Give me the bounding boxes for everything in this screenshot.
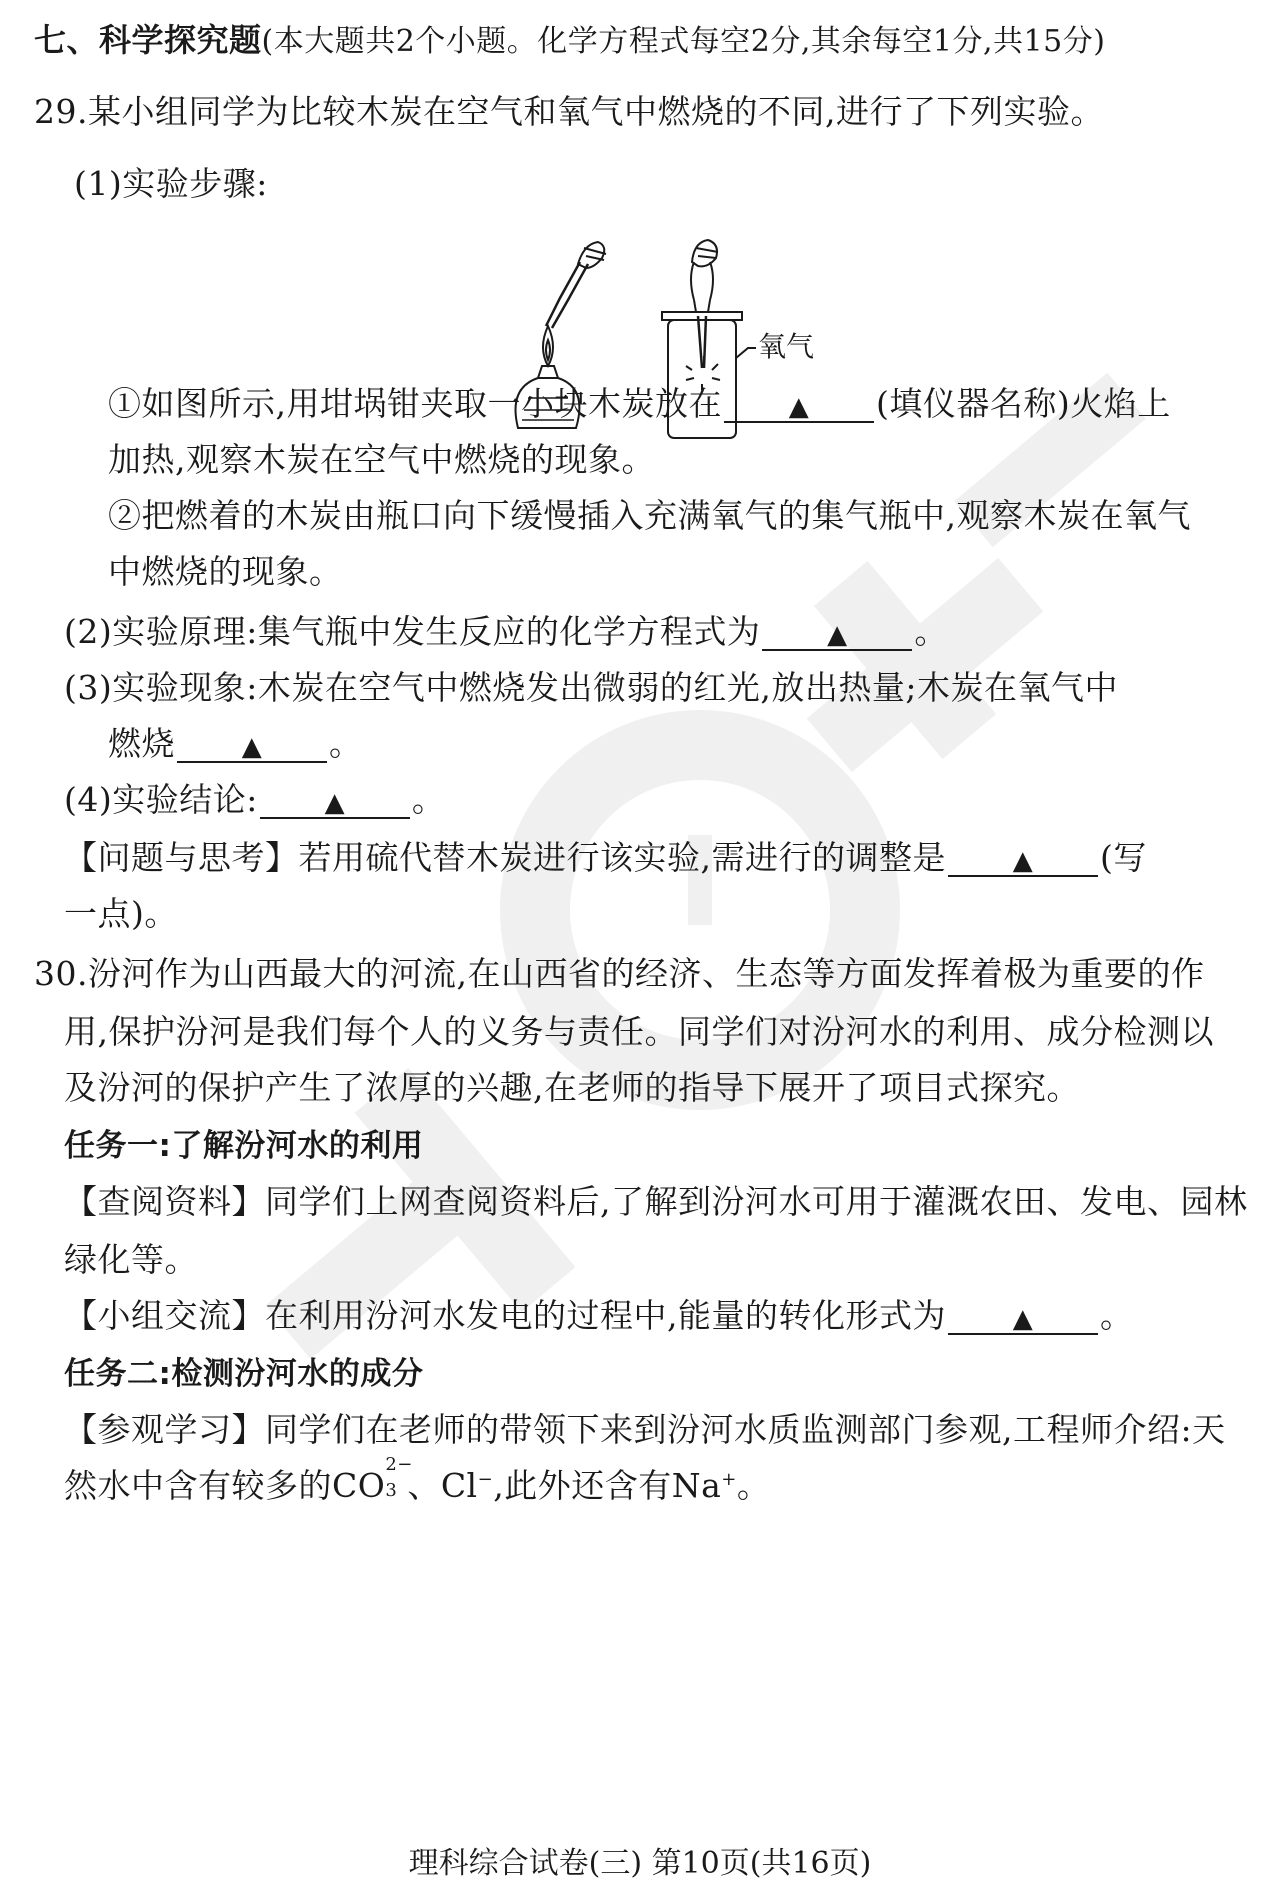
q30-reference-line1: 【查阅资料】同学们上网查阅资料后,了解到汾河水可用于灌溉农田、发电、园林 — [64, 1182, 1248, 1221]
blank-triangle-icon: ▲ — [788, 392, 810, 422]
period-mark: 。 — [411, 780, 446, 819]
answer-blank[interactable] — [724, 387, 874, 423]
period-mark: 。 — [329, 724, 363, 763]
answer-blank[interactable] — [260, 783, 410, 819]
q30-visit-line2 — [64, 1454, 771, 1506]
figure-label-oxygen: 氧气 — [758, 330, 815, 363]
q29-conclusion-text: (4)实验结论: — [64, 780, 258, 819]
q29-stem: 29.某小组同学为比较木炭在空气和氧气中燃烧的不同,进行了下列实验。 — [34, 92, 1104, 131]
q30-reference-line2: 绿化等。 — [64, 1240, 198, 1279]
q29-think-line1 — [64, 838, 1147, 878]
q29-step-heading: (1)实验步骤: — [74, 164, 268, 203]
page-footer: 理科综合试卷(三) 第10页(共16页) — [408, 1846, 872, 1881]
q29-think-text-a: 【问题与思考】若用硫代替木炭进行该实验,需进行的调整是 — [64, 838, 946, 877]
q29-step1-text-b: (填仪器名称)火焰上 — [876, 384, 1171, 423]
q29-conclusion — [64, 780, 445, 820]
q29-phenomenon-text-b: 燃烧 — [108, 724, 175, 763]
section-title-text: 七、科学探究题 — [34, 21, 262, 59]
q30-visit-text-3: ,此外还含有Na — [493, 1466, 722, 1505]
blank-triangle-icon: ▲ — [1012, 846, 1034, 876]
q29-step2-line2: 中燃烧的现象。 — [108, 552, 343, 591]
period-mark: 。 — [914, 612, 948, 651]
q30-visit-line1: 【参观学习】同学们在老师的带领下来到汾河水质监测部门参观,工程师介绍:天 — [64, 1410, 1226, 1449]
q29-step2-line1: ②把燃着的木炭由瓶口向下缓慢插入充满氧气的集气瓶中,观察木炭在氧气 — [108, 496, 1191, 535]
q30-stem-line2: 用,保护汾河是我们每个人的义务与责任。同学们对汾河水的利用、成分检测以 — [64, 1012, 1214, 1051]
blank-triangle-icon: ▲ — [241, 732, 263, 762]
section-subtitle: (本大题共2个小题。化学方程式每空2分,其余每空1分,共15分) — [261, 24, 1106, 59]
blank-triangle-icon: ▲ — [324, 788, 346, 818]
q30-group-text: 【小组交流】在利用汾河水发电的过程中,能量的转化形式为 — [64, 1296, 946, 1335]
section-title — [34, 20, 1105, 62]
q30-group-exchange — [64, 1296, 1134, 1336]
q29-step1-line2: 加热,观察木炭在空气中燃烧的现象。 — [108, 440, 655, 479]
blank-triangle-icon: ▲ — [1012, 1304, 1034, 1334]
q29-think-text-b: (写 — [1100, 838, 1147, 877]
q29-phenomenon-line2 — [108, 724, 363, 764]
answer-blank[interactable] — [948, 1299, 1098, 1335]
q29-principle — [64, 612, 948, 652]
cl-superscript: − — [477, 1469, 494, 1490]
co3-charge: 2− 3 — [385, 1454, 413, 1501]
answer-blank[interactable] — [177, 727, 327, 763]
q29-principle-text: (2)实验原理:集气瓶中发生反应的化学方程式为 — [64, 612, 761, 651]
q30-stem-line1: 30.汾河作为山西最大的河流,在山西省的经济、生态等方面发挥着极为重要的作 — [34, 954, 1205, 993]
q29-step1-text-a: ①如图所示,用坩埚钳夹取一小块木炭放在 — [108, 384, 722, 423]
na-superscript: + — [721, 1469, 737, 1490]
q30-task1-heading: 任务一:了解汾河水的利用 — [64, 1128, 424, 1164]
q30-stem-line3: 及汾河的保护产生了浓厚的兴趣,在老师的指导下展开了项目式探究。 — [64, 1068, 1080, 1107]
q30-task2-heading: 任务二:检测汾河水的成分 — [64, 1356, 424, 1392]
period-mark: 。 — [1100, 1296, 1134, 1335]
crucible-tongs-icon — [546, 262, 588, 328]
q29-think-line2: 一点)。 — [64, 894, 178, 933]
answer-blank[interactable] — [948, 841, 1098, 877]
q29-step1-line1 — [108, 384, 1171, 424]
blank-triangle-icon: ▲ — [827, 620, 848, 650]
q30-visit-text-1: 然水中含有较多的CO — [64, 1466, 386, 1505]
q30-visit-text-4: 。 — [736, 1466, 771, 1505]
q29-phenomenon-line1: (3)实验现象:木炭在空气中燃烧发出微弱的红光,放出热量;木炭在氧气中 — [64, 668, 1118, 707]
q30-visit-text-2: 、Cl — [407, 1466, 478, 1505]
answer-blank[interactable] — [762, 615, 912, 651]
